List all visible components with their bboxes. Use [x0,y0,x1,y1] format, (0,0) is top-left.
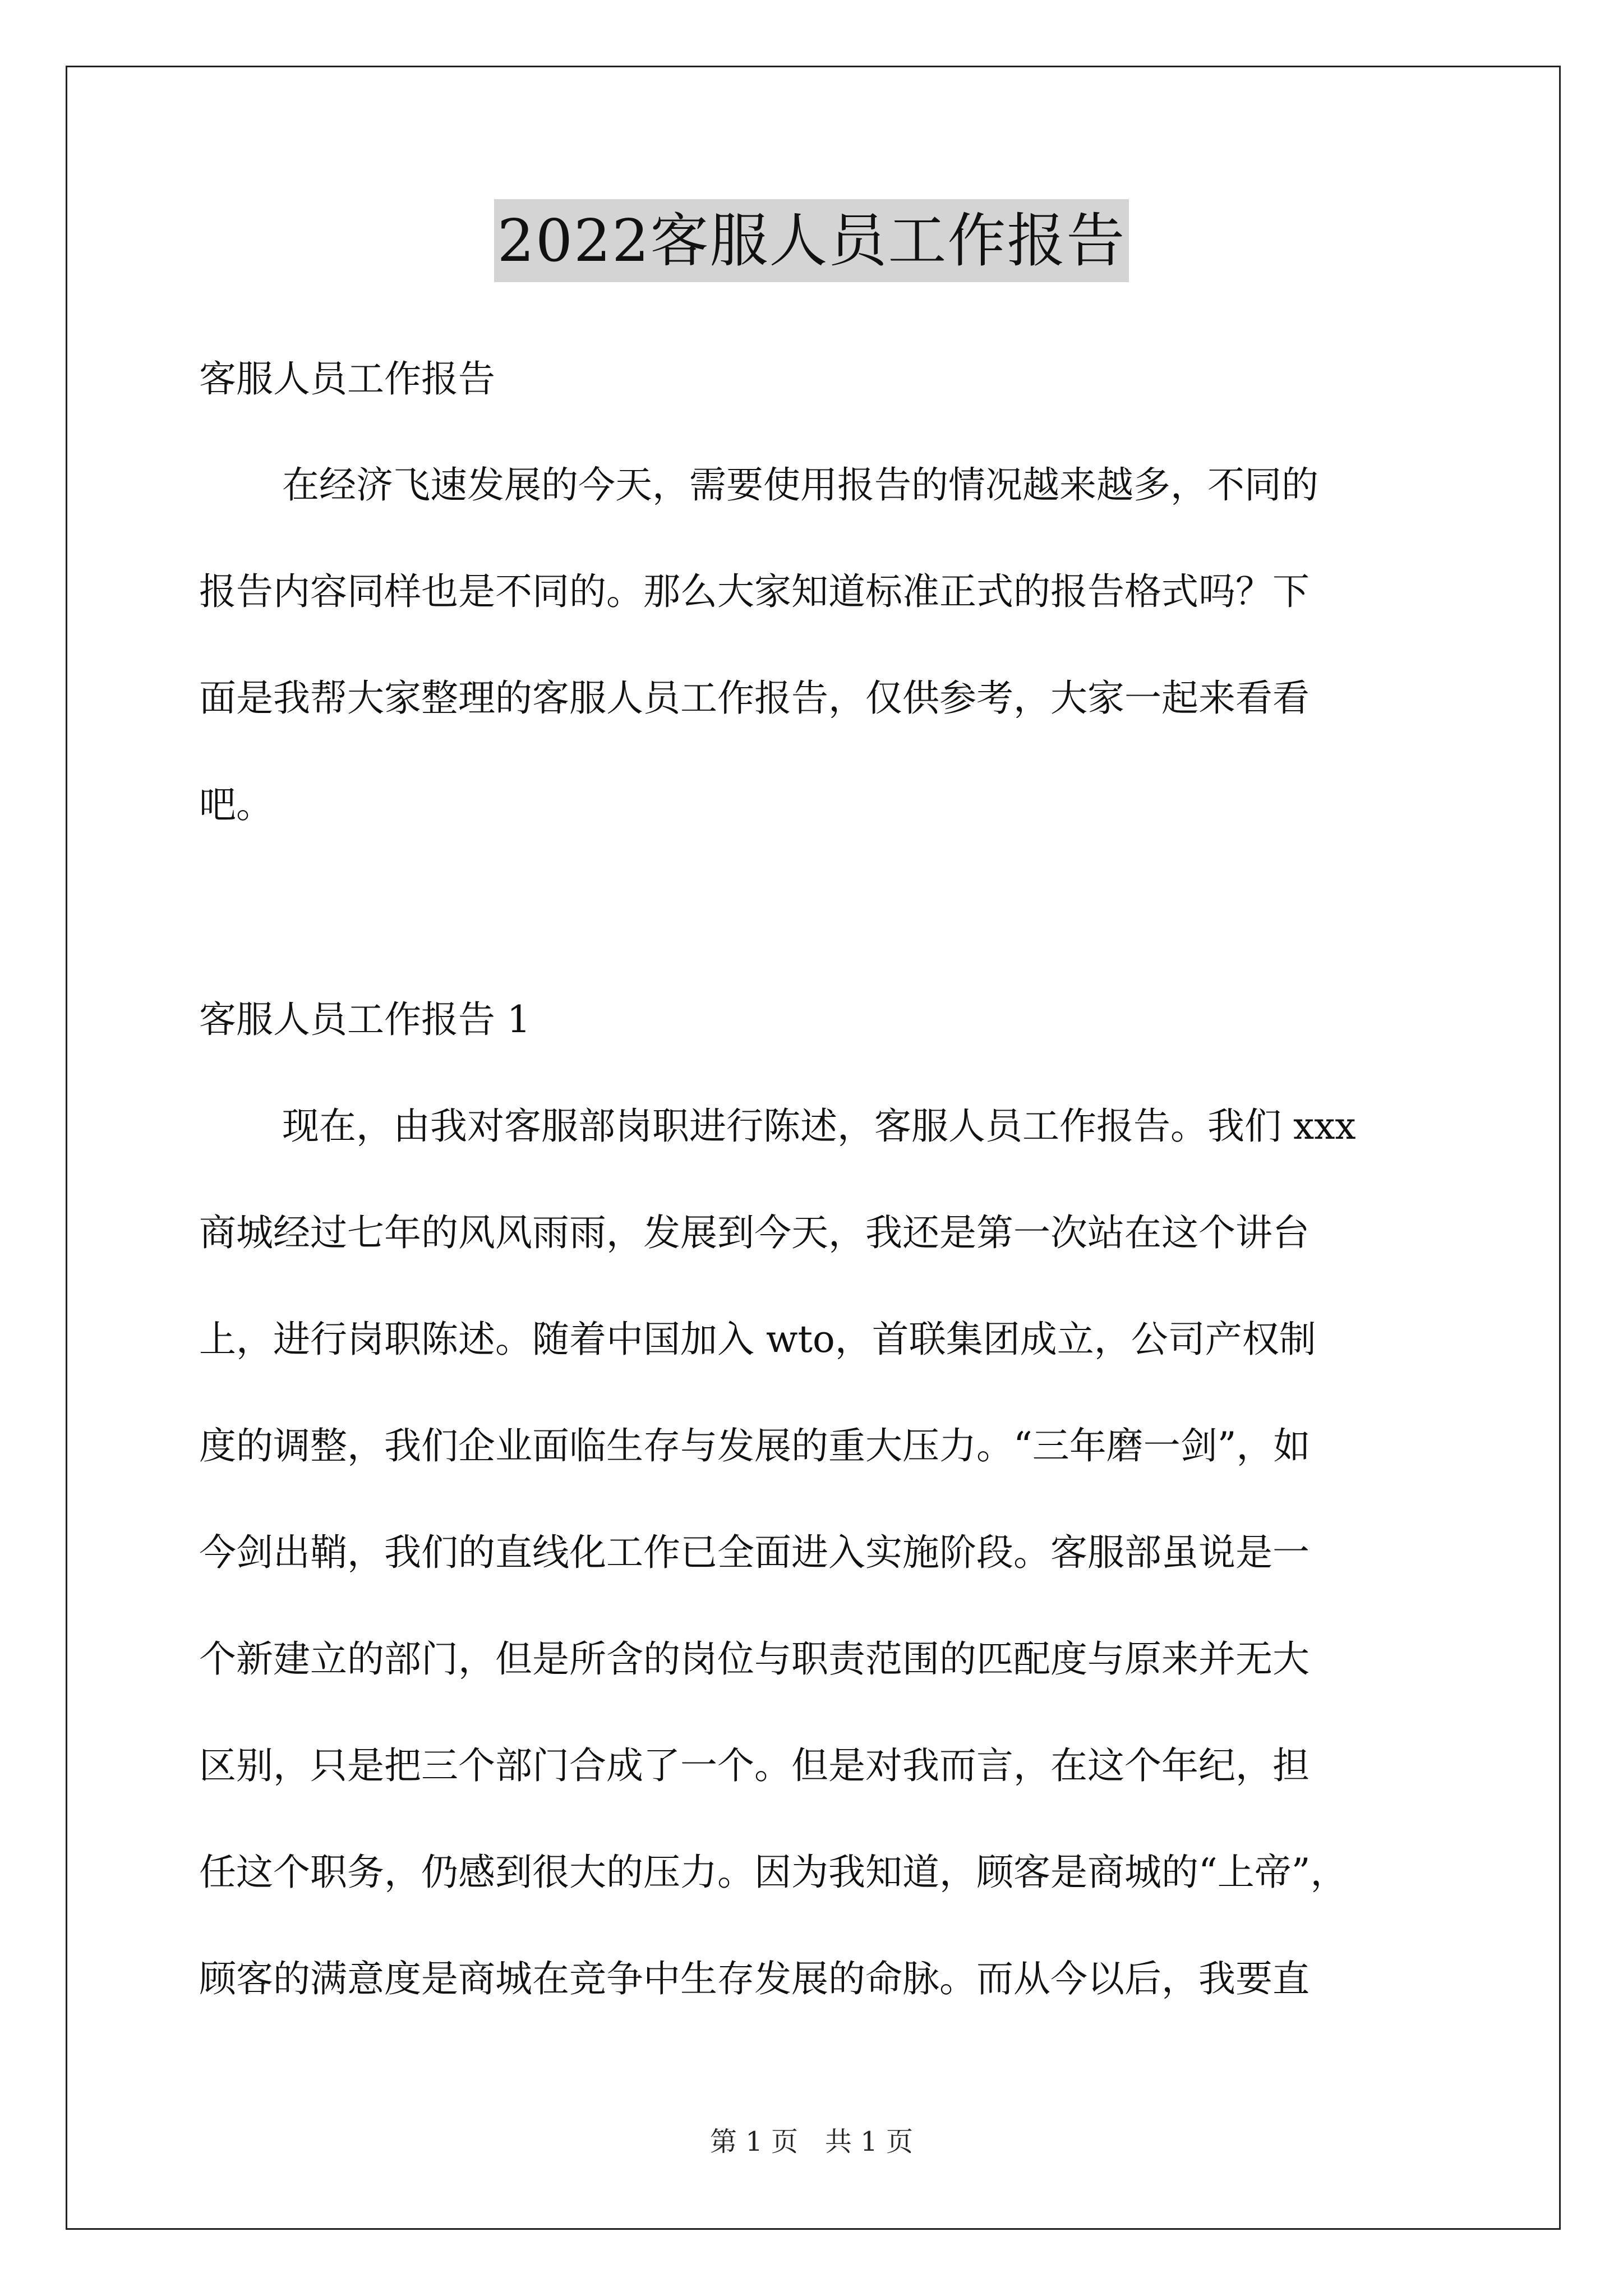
section-line: 区别，只是把三个部门合成了一个。但是对我而言，在这个年纪，担 [199,1744,1310,1787]
section-heading: 客服人员工作报告 1 [199,998,531,1041]
intro-line: 面是我帮大家整理的客服人员工作报告，仅供参考，大家一起来看看 [199,677,1310,720]
section-line: 度的调整，我们企业面临生存与发展的重大压力。“三年磨一剑”，如 [199,1424,1311,1467]
section-line: 商城经过七年的风风雨雨，发展到今天，我还是第一次站在这个讲台 [199,1211,1310,1254]
intro-line: 吧。 [199,783,273,826]
section-line: 个新建立的部门，但是所含的岗位与职责范围的匹配度与原来并无大 [199,1637,1310,1681]
section-line: 现在，由我对客服部岗职进行陈述，客服人员工作报告。我们 xxx [282,1105,1356,1148]
section-line: 任这个职务，仍感到很大的压力。因为我知道，顾客是商城的“上帝”， [199,1851,1348,1894]
intro-line: 在经济飞速发展的今天，需要使用报告的情况越来越多，不同的 [282,463,1318,507]
section-line: 顾客的满意度是商城在竞争中生存发展的命脉。而从今以后，我要直 [199,1957,1310,2000]
document-title: 2022客服人员工作报告 [494,199,1129,282]
document-subtitle: 客服人员工作报告 [199,357,495,401]
title-container [0,199,1623,282]
page-footer [0,2126,1623,2157]
section-line: 上，进行岗职陈述。随着中国加入 wto，首联集团成立，公司产权制 [199,1318,1316,1361]
section-line: 今剑出鞘，我们的直线化工作已全面进入实施阶段。客服部虽说是一 [199,1531,1310,1574]
intro-line: 报告内容同样也是不同的。那么大家知道标准正式的报告格式吗？下 [199,570,1310,613]
page-number: 第 1 页 共 1 页 [709,2126,914,2157]
